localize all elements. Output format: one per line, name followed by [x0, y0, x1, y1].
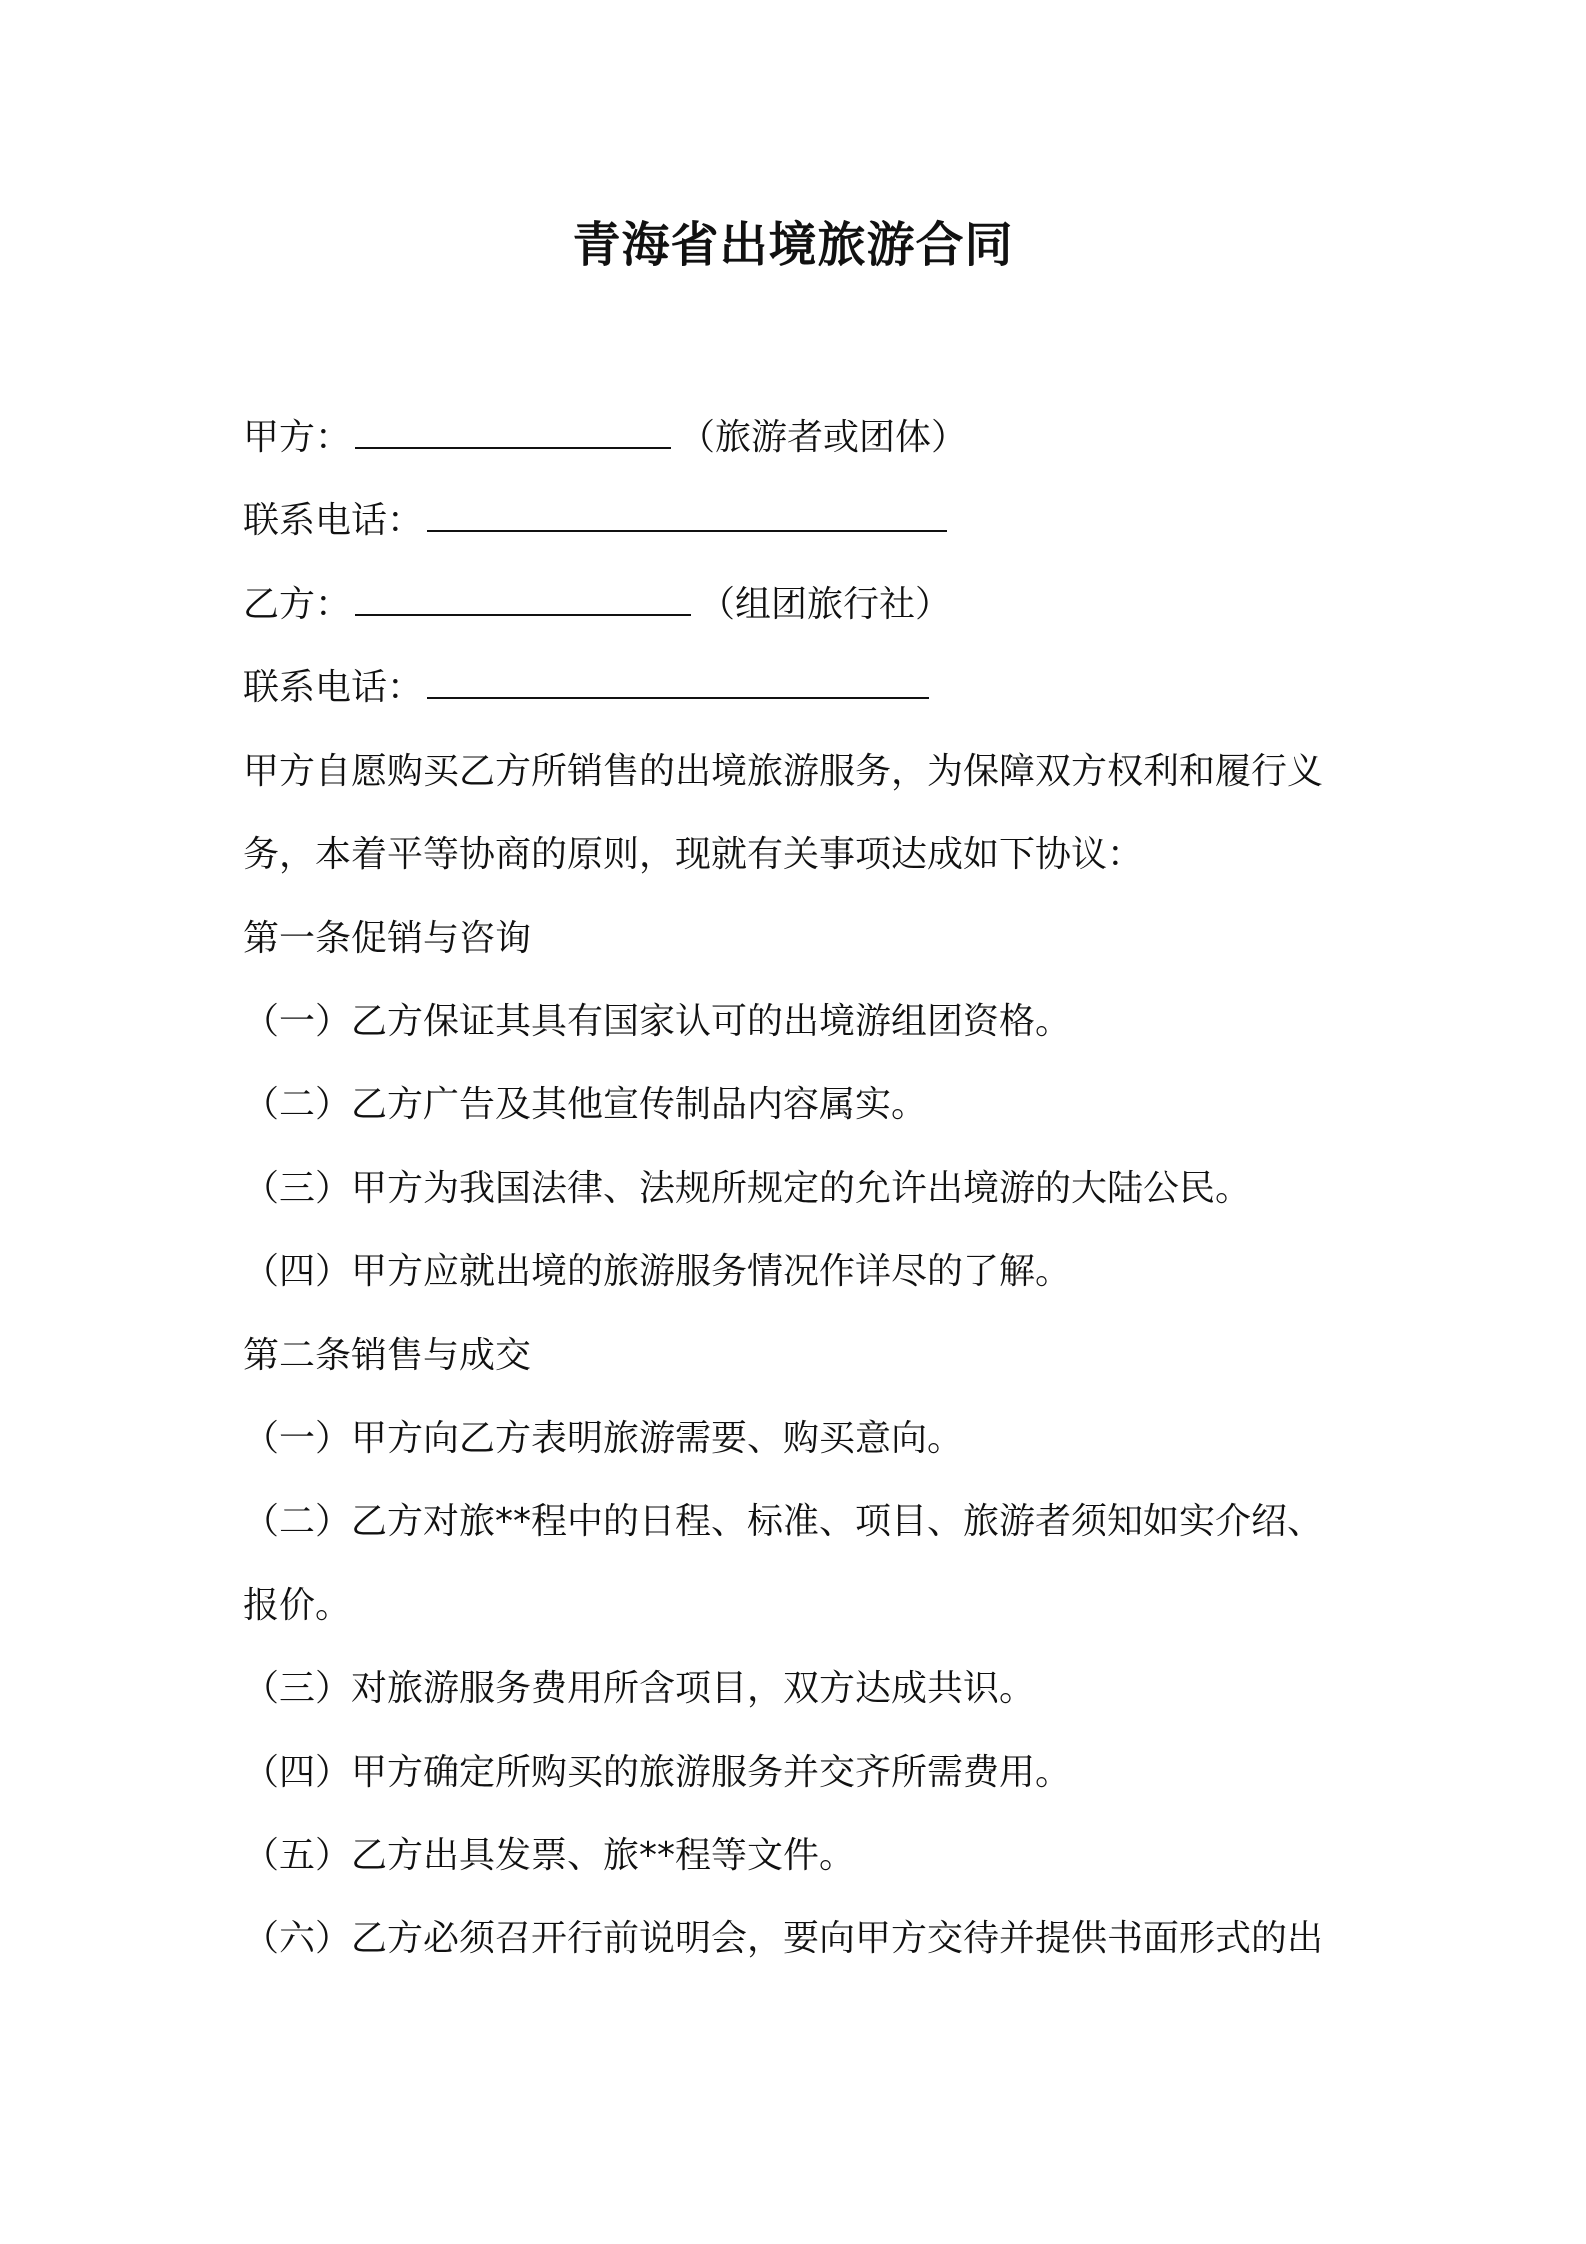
party-b-phone-line — [243, 663, 937, 713]
party-b-label: 乙方： — [243, 584, 352, 625]
article-2-item-4: （四）甲方确定所购买的旅游服务并交齐所需费用。 — [243, 1752, 1072, 1793]
article-2-heading: 第二条销售与成交 — [243, 1335, 532, 1376]
party-b-line — [243, 580, 951, 630]
article-1-item-3: （三）甲方为我国法律、法规所规定的允许出境游的大陆公民。 — [243, 1168, 1252, 1209]
article-2-item-2: （二）乙方对旅**程中的日程、标准、项目、旅游者须知如实介绍、 — [243, 1501, 1324, 1542]
party-a-line — [243, 413, 967, 463]
article-2-item-6: （六）乙方必须召开行前说明会，要向甲方交待并提供书面形式的出 — [243, 1918, 1324, 1959]
party-b-blank[interactable] — [355, 580, 691, 616]
party-a-phone-label: 联系电话： — [243, 500, 424, 541]
article-2-item-3: （三）对旅游服务费用所含项目，双方达成共识。 — [243, 1668, 1036, 1709]
party-a-note: （旅游者或团体） — [679, 417, 968, 458]
article-1-item-4: （四）甲方应就出境的旅游服务情况作详尽的了解。 — [243, 1251, 1072, 1292]
party-a-blank[interactable] — [355, 413, 671, 449]
article-2-item-2-cont: 报价。 — [243, 1585, 352, 1626]
party-a-phone-line — [243, 496, 955, 546]
party-a-label: 甲方： — [243, 417, 352, 458]
party-a-phone-blank[interactable] — [427, 496, 947, 532]
party-b-phone-label: 联系电话： — [243, 667, 424, 708]
article-1-heading: 第一条促销与咨询 — [243, 918, 532, 959]
article-2-item-5: （五）乙方出具发票、旅**程等文件。 — [243, 1835, 856, 1876]
party-b-phone-blank[interactable] — [427, 663, 929, 699]
article-2-item-1: （一）甲方向乙方表明旅游需要、购买意向。 — [243, 1418, 964, 1459]
party-b-note: （组团旅行社） — [699, 584, 952, 625]
intro-line-2: 务，本着平等协商的原则，现就有关事项达成如下协议： — [243, 834, 1144, 875]
article-1-item-1: （一）乙方保证其具有国家认可的出境游组团资格。 — [243, 1001, 1072, 1042]
article-1-item-2: （二）乙方广告及其他宣传制品内容属实。 — [243, 1084, 928, 1125]
document-title: 青海省出境旅游合同 — [572, 217, 1014, 273]
intro-line-1: 甲方自愿购买乙方所销售的出境旅游服务，为保障双方权利和履行义 — [243, 751, 1324, 792]
